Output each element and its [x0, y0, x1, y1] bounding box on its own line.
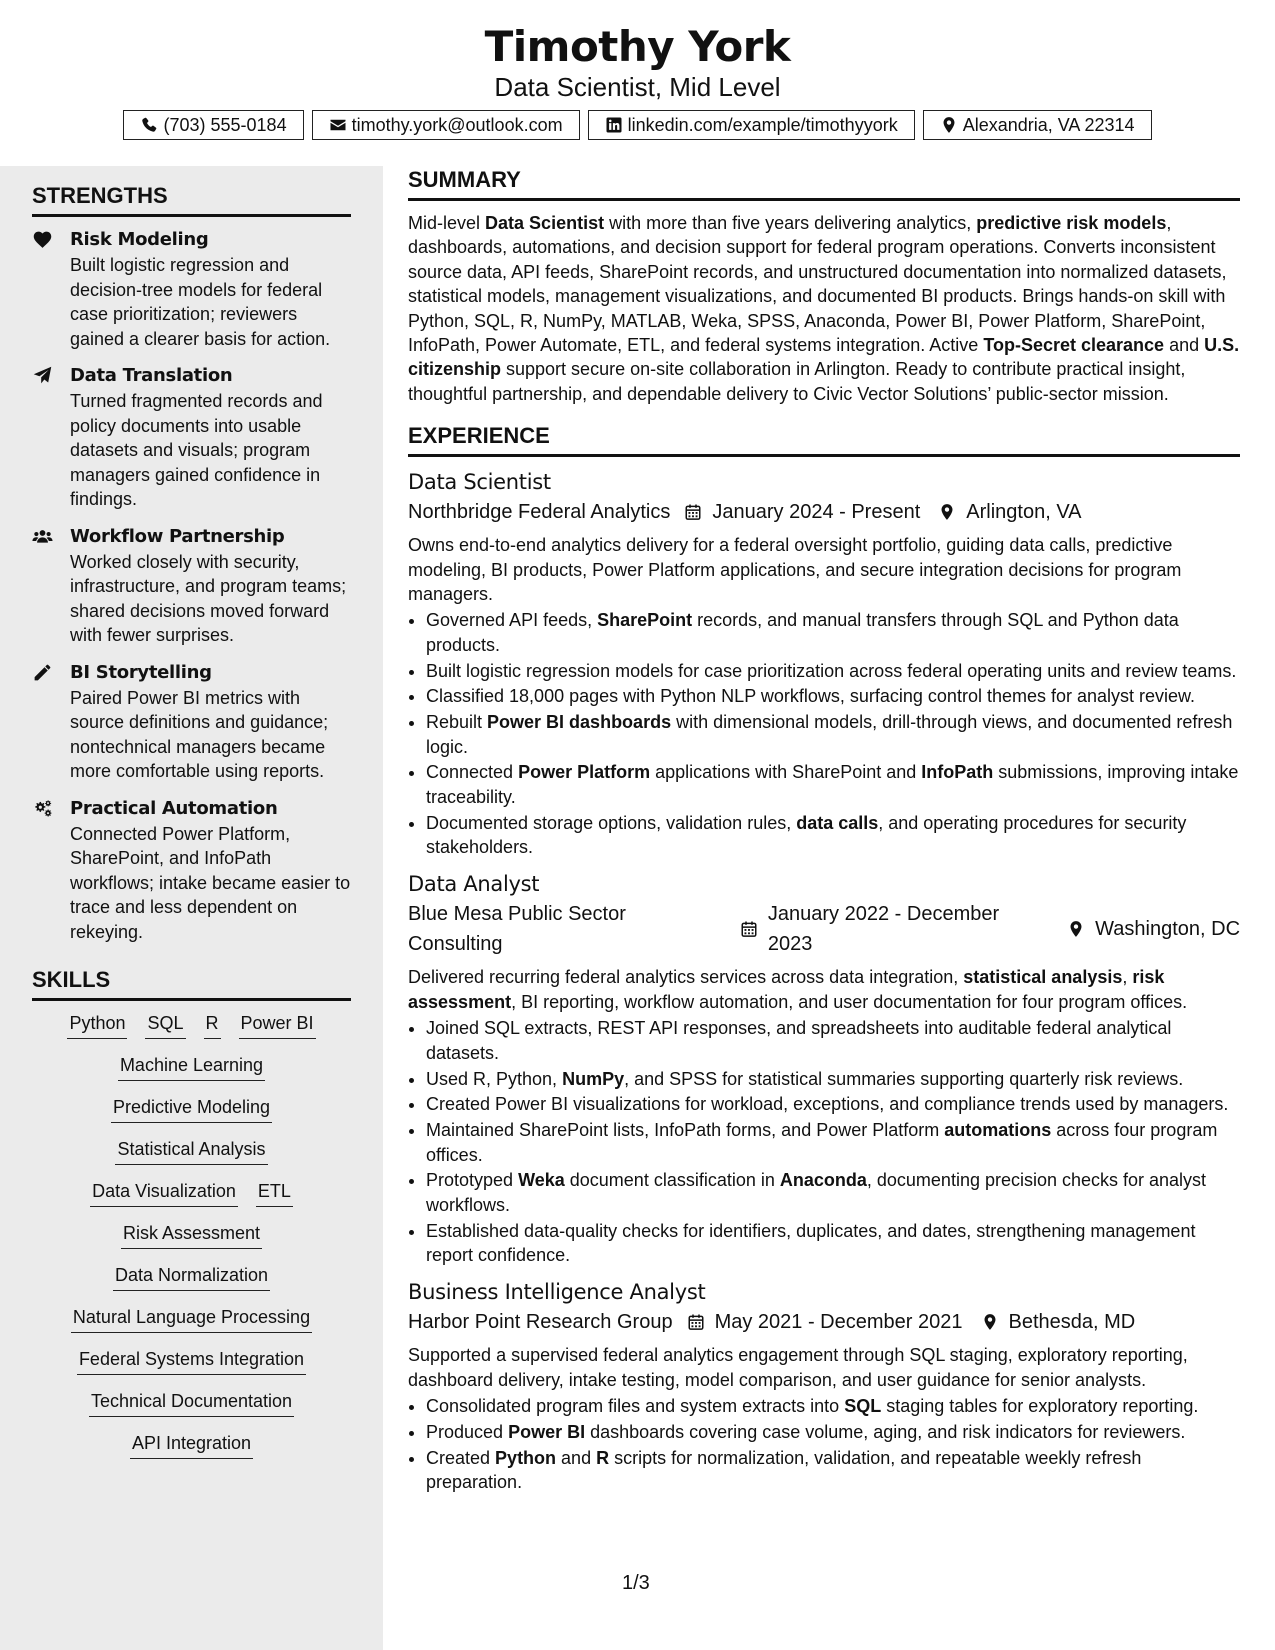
bold-text: Weka [518, 1170, 565, 1191]
skills-list [32, 1011, 351, 1459]
bullet-item [426, 710, 1240, 759]
job-entry [408, 467, 1240, 859]
strength-item [32, 660, 351, 784]
text-run: Produced [426, 1421, 509, 1442]
text-run: dashboards covering case volume, aging, and risk indicators for reviewers. [585, 1421, 1186, 1442]
strength-desc: Worked closely with security, infrastructure, and program teams; shared decisions moved forward with fewer surprises. [70, 551, 347, 645]
bullet-item [426, 1420, 1240, 1444]
text-run: , BI reporting, workflow automation, and user documentation for four program offices. [511, 991, 1188, 1012]
job-dates: January 2022 - December 2023 [767, 903, 1000, 956]
job-meta [408, 899, 1240, 959]
text-run: submissions, improving intake traceability. [426, 762, 1239, 807]
text-run: , and SPSS for statistical summaries supporting quarterly risk reviews. [624, 1068, 1184, 1089]
skill-tag: SQL [145, 1011, 185, 1039]
job-meta [408, 1307, 1240, 1337]
skill-tag: Predictive Modeling [111, 1095, 272, 1123]
text-run: and [1164, 335, 1205, 356]
bullet-item [426, 1118, 1240, 1167]
text-run: Consolidated program files and system extracts into [426, 1396, 845, 1417]
job-bullets [408, 608, 1240, 859]
envelope-icon [329, 116, 347, 134]
bold-text: InfoPath [921, 762, 994, 783]
skill-tag: ETL [256, 1179, 293, 1207]
gears-icon [32, 798, 53, 819]
calendar-icon [687, 1313, 705, 1331]
bullet-item [426, 1067, 1240, 1091]
skill-tag: API Integration [130, 1431, 253, 1459]
bullet-item [426, 760, 1240, 809]
strength-desc: Paired Power BI metrics with source definitions and guidance; nontechnical managers became more comfortable using reports. [70, 687, 329, 781]
page-number: 1/3 [622, 1572, 650, 1594]
skill-row [32, 1347, 351, 1375]
text-run: Used R, Python, [426, 1068, 563, 1089]
strength-desc: Turned fragmented records and policy documents into usable datasets and visuals; program managers gained confidence in findings. [70, 391, 323, 509]
bullet-item [426, 608, 1240, 657]
skill-tag: Python [67, 1011, 127, 1039]
heart-icon [32, 229, 53, 250]
job-bullets [408, 1394, 1240, 1494]
job-title: Business Intelligence Analyst [408, 1280, 706, 1305]
skill-tag: Natural Language Processing [71, 1305, 312, 1333]
bold-text: Anaconda [779, 1170, 867, 1191]
skill-row [32, 1095, 351, 1123]
company-name: Northbridge Federal Analytics [408, 501, 671, 524]
contact-location[interactable] [923, 110, 1152, 140]
calendar-icon [684, 503, 702, 521]
text-run: Built logistic regression models for case prioritization across federal operating units and review teams. [426, 660, 1237, 681]
job-location: Arlington, VA [966, 501, 1082, 524]
text-run: Owns end-to-end analytics delivery for a federal oversight portfolio, guiding data calls, predictive modeling, BI products, Power Platform applications, and secure integration decisions for program managers. [408, 535, 1182, 605]
strength-title: Data Translation [70, 365, 233, 386]
experience-list [408, 467, 1240, 1494]
text-run: with more than five years delivering analytics, [604, 213, 977, 233]
contact-linkedin-text: linkedin.com/example/timothyyork [627, 115, 898, 135]
text-run: Maintained SharePoint lists, InfoPath forms, and Power Platform [426, 1120, 945, 1141]
phone-icon [140, 116, 158, 134]
strength-desc: Built logistic regression and decision-tree models for federal case prioritization; reviewers gained a clearer basis for action. [70, 255, 331, 349]
bullet-item [426, 1446, 1240, 1495]
skill-tag: Federal Systems Integration [77, 1347, 306, 1375]
skill-tag: Technical Documentation [89, 1389, 294, 1417]
skill-tag: Power BI [239, 1011, 316, 1039]
skill-row [32, 1011, 351, 1039]
resume-header [0, 0, 1275, 143]
text-run: Created [426, 1447, 496, 1468]
bold-text: Power BI dashboards [487, 712, 672, 733]
skill-row [32, 1221, 351, 1249]
job-entry [408, 1277, 1240, 1494]
text-run: Connected [426, 762, 519, 783]
bold-text: Python [495, 1447, 557, 1468]
strength-item [32, 363, 351, 512]
contact-email[interactable] [312, 110, 580, 140]
map-marker-icon [981, 1313, 999, 1331]
strength-item [32, 227, 351, 351]
candidate-name: Timothy York [484, 22, 791, 71]
bullet-item [426, 659, 1240, 683]
job-description [408, 1343, 1240, 1392]
job-dates: May 2021 - December 2021 [714, 1311, 963, 1334]
text-run: support secure on-site collaboration in Arlington. Ready to contribute practical insight, thoughtful partnership, and dependable delivery to Civic Vector Solutions’ public-sector mission. [408, 359, 1186, 404]
bold-text: Data Scientist [485, 213, 605, 233]
skill-row [32, 1179, 351, 1207]
candidate-title: Data Scientist, Mid Level [494, 72, 781, 102]
text-run: Mid-level [408, 213, 486, 233]
company-name: Harbor Point Research Group [408, 1311, 673, 1334]
contact-phone-text: (703) 555-0184 [163, 115, 287, 135]
text-run: document classification in [564, 1170, 780, 1191]
contact-bar [0, 110, 1275, 140]
pencil-icon [32, 662, 53, 683]
job-title: Data Analyst [408, 872, 540, 897]
strength-title: BI Storytelling [70, 661, 212, 683]
skill-tag: Statistical Analysis [115, 1137, 267, 1165]
bold-text: NumPy [562, 1068, 625, 1089]
job-meta [408, 497, 1240, 527]
text-run: with dimensional models, drill-through views, and documented refresh logic. [426, 712, 1233, 757]
users-icon [32, 526, 53, 547]
skill-tag: R [204, 1011, 221, 1039]
job-location: Bethesda, MD [1008, 1311, 1136, 1334]
strength-title: Workflow Partnership [70, 525, 285, 547]
text-run: Rebuilt [426, 712, 488, 733]
bold-text: SQL [844, 1396, 882, 1417]
skills-heading: SKILLS [32, 966, 351, 1001]
summary-text [408, 211, 1240, 406]
bold-text: automations [944, 1120, 1052, 1141]
linkedin-icon [605, 116, 623, 134]
contact-linkedin[interactable] [588, 110, 915, 140]
skill-row [32, 1305, 351, 1333]
job-bullets [408, 1016, 1240, 1267]
map-marker-icon [940, 116, 958, 134]
calendar-icon [740, 920, 758, 938]
bold-text: Top-Secret clearance [983, 335, 1165, 356]
bold-text: predictive risk models [976, 213, 1167, 233]
skill-row [32, 1053, 351, 1081]
skill-tag: Risk Assessment [121, 1221, 262, 1249]
strength-item [32, 524, 351, 648]
text-run: Governed API feeds, [426, 610, 598, 631]
skill-row [32, 1389, 351, 1417]
contact-location-text: Alexandria, VA 22314 [962, 115, 1135, 135]
text-run: Supported a supervised federal analytics engagement through SQL staging, exploratory reporting, dashboard delivery, intake testing, model comparison, and user guidance for senior analysts. [408, 1345, 1188, 1390]
contact-phone[interactable] [123, 110, 303, 140]
experience-heading: EXPERIENCE [408, 422, 1240, 457]
text-run: Classified 18,000 pages with Python NLP workflows, surfacing control themes for analyst review. [426, 686, 1196, 707]
text-run: scripts for normalization, validation, and repeatable weekly refresh preparation. [426, 1447, 1142, 1493]
job-title: Data Scientist [408, 470, 551, 495]
bold-text: Power Platform [518, 762, 651, 783]
skill-row [32, 1431, 351, 1459]
bullet-item [426, 1219, 1240, 1268]
text-run: Documented storage options, validation rules, [426, 812, 797, 833]
bullet-item [426, 1092, 1240, 1116]
text-run: Established data-quality checks for identifiers, duplicates, and dates, strengthening management report confidence. [426, 1220, 1196, 1265]
strength-title: Practical Automation [70, 797, 278, 819]
skill-row [32, 1263, 351, 1291]
bold-text: SharePoint [597, 610, 693, 631]
skills-section [32, 966, 351, 1459]
company-name: Blue Mesa Public Sector Consulting [408, 903, 626, 956]
job-location: Washington, DC [1095, 918, 1241, 941]
main-content [408, 166, 1240, 1505]
text-run: applications with SharePoint and [650, 762, 922, 783]
bold-text: Power BI [508, 1421, 586, 1442]
bullet-item [426, 1394, 1240, 1418]
text-run: , [1122, 967, 1133, 988]
map-marker-icon [938, 503, 956, 521]
skill-tag: Data Normalization [113, 1263, 270, 1291]
bold-text: risk assessment [408, 967, 1165, 1012]
text-run: Joined SQL extracts, REST API responses, and spreadsheets into auditable federal analytical datasets. [426, 1018, 1172, 1063]
text-run: Prototyped [426, 1170, 519, 1191]
job-entry [408, 869, 1240, 1267]
bullet-item [426, 1168, 1240, 1217]
bullet-item [426, 684, 1240, 708]
strength-item [32, 796, 351, 945]
text-run: , dashboards, automations, and decision support for federal program operations. Converts inconsistent source data, API feeds, SharePoint records, and unstructured documentation into normalized datasets, statistical models, management visualizations, and documented BI products. Brings hands-on skill with Python, SQL, R, NumPy, MATLAB, Weka, SPSS, Anaconda, Power BI, Power Platform, SharePoint, InfoPath, Power Automate, ETL, and federal systems integration. Active [408, 213, 1227, 356]
text-run: , and operating procedures for security stakeholders. [426, 812, 1187, 858]
text-run: staging tables for exploratory reporting. [881, 1396, 1199, 1417]
text-run: and [556, 1447, 597, 1468]
sidebar [0, 166, 383, 1650]
paper-plane-icon [32, 365, 53, 386]
strength-desc: Connected Power Platform, SharePoint, and InfoPath workflows; intake became easier to trace and less dependent on rekeying. [70, 823, 351, 942]
text-run: Delivered recurring federal analytics services across data integration, [408, 967, 964, 988]
contact-email-text: timothy.york@outlook.com [351, 115, 563, 135]
text-run: Created Power BI visualizations for workload, exceptions, and compliance trends used by managers. [426, 1094, 1229, 1115]
bold-text: data calls [796, 812, 879, 833]
text-run: records, and manual transfers through SQL and Python data products. [426, 610, 1179, 655]
bullet-item [426, 811, 1240, 860]
skill-tag: Machine Learning [118, 1053, 265, 1081]
job-dates: January 2024 - Present [712, 501, 921, 524]
summary-heading: SUMMARY [408, 166, 1240, 201]
text-run: across four program offices. [426, 1120, 1218, 1165]
skill-tag: Data Visualization [90, 1179, 238, 1207]
bold-text: R [596, 1447, 610, 1468]
strength-title: Risk Modeling [70, 229, 209, 250]
job-description [408, 965, 1240, 1014]
job-description [408, 533, 1240, 606]
bold-text: statistical analysis [963, 967, 1123, 988]
skill-row [32, 1137, 351, 1165]
strengths-heading: STRENGTHS [32, 182, 351, 217]
map-marker-icon [1067, 920, 1085, 938]
text-run: , documenting precision checks for analyst workflows. [426, 1170, 1207, 1215]
bold-text: U.S. citizenship [408, 335, 1240, 380]
bullet-item [426, 1016, 1240, 1065]
